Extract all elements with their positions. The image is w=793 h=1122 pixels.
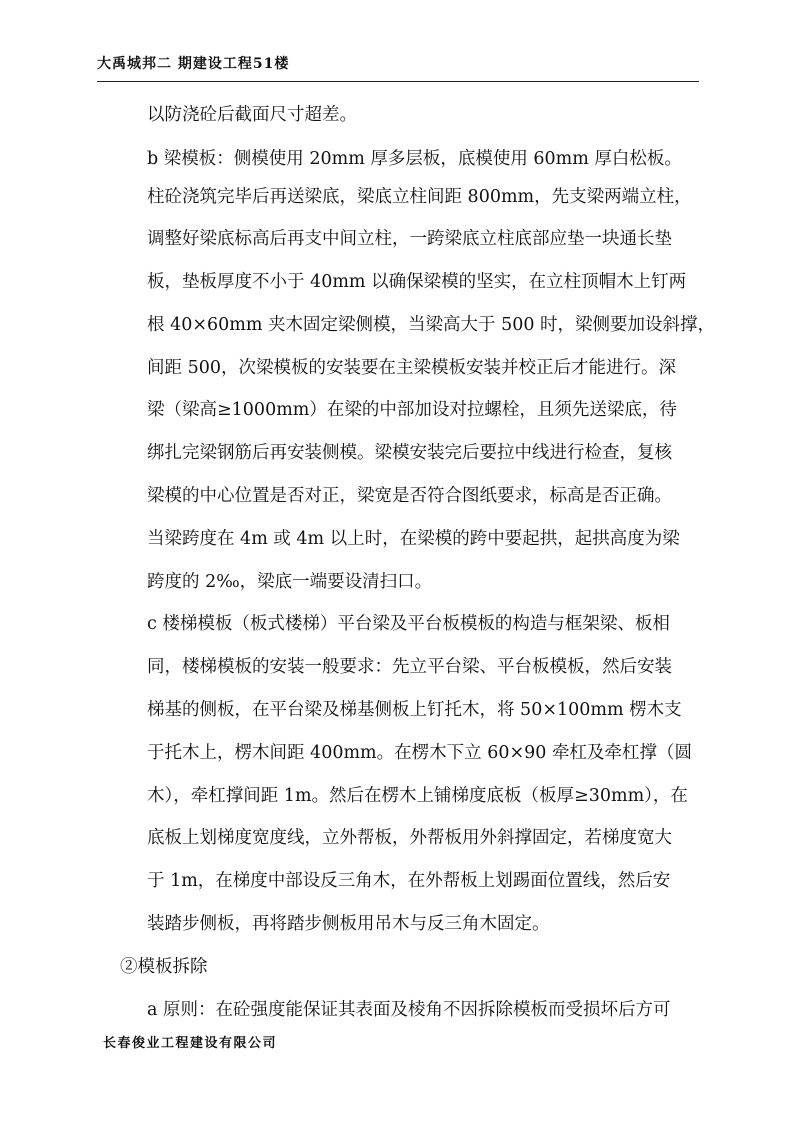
- footer-company: 长春俊业工程建设有限公司: [103, 1036, 278, 1051]
- body-line: 梁（梁高≥1000mm）在梁的中部加设对拉螺栓，且须先送梁底，待: [147, 400, 677, 420]
- body-line: 于 1m，在梯度中部设反三角木，在外帮板上划踢面位置线，然后安: [147, 871, 671, 891]
- body-line: 跨度的 2‰，梁底一端要设清扫口。: [147, 572, 433, 592]
- body-line: b 梁模板：侧模使用 20mm 厚多层板，底模使用 60mm 厚白松板。: [147, 149, 682, 169]
- body-line: 同，楼梯模板的安装一般要求：先立平台梁、平台板模板，然后安装: [147, 657, 672, 677]
- body-line: a 原则：在砼强度能保证其表面及棱角不因拆除模板而受损坏后方可: [147, 1000, 671, 1020]
- body-line: 于托木上，楞木间距 400mm。在楞木下立 60×90 牵杠及牵杠撑（圆: [147, 743, 692, 763]
- header-title: 大禹城邦二 期建设工程51楼: [97, 56, 290, 72]
- body-line: 木），牵杠撑间距 1m。然后在楞木上铺梯度底板（板厚≥30mm），在: [147, 786, 688, 806]
- body-line: c 楼梯模板（板式楼梯）平台梁及平台板模板的构造与框架梁、板相: [147, 614, 670, 634]
- body-line: 间距 500，次梁模板的安装要在主梁模板安装并校正后才能进行。深: [147, 358, 676, 378]
- body-line: 绑扎完梁钢筋后再安装侧模。梁模安装完后要拉中线进行检查，复核: [147, 443, 672, 463]
- body-line: 以防浇砼后截面尺寸超差。: [147, 105, 357, 125]
- body-line: 根 40×60mm 夹木固定梁侧模，当梁高大于 500 时，梁侧要加设斜撑，: [147, 315, 716, 335]
- body-line: 调整好梁底标高后再支中间立柱，一跨梁底立柱底部应垫一块通长垫: [147, 229, 672, 249]
- body-line: 柱砼浇筑完毕后再送梁底，梁底立柱间距 800mm，先支梁两端立柱，: [147, 187, 692, 207]
- body-line: 梯基的侧板，在平台梁及梯基侧板上钉托木，将 50×100mm 楞木支: [147, 700, 682, 720]
- body-line: 底板上划梯度宽度线，立外帮板，外帮板用外斜撑固定，若梯度宽大: [147, 828, 672, 848]
- section-subheading: ②模板拆除: [120, 957, 208, 977]
- page-header: [97, 55, 699, 82]
- body-line: 当梁跨度在 4m 或 4m 以上时，在梁模的跨中要起拱，起拱高度为梁: [147, 529, 680, 549]
- body-line: 梁模的中心位置是否对正，梁宽是否符合图纸要求，标高是否正确。: [147, 486, 672, 506]
- body-line: 装踏步侧板，再将踏步侧板用吊木与反三角木固定。: [147, 914, 550, 934]
- body-line: 板，垫板厚度不小于 40mm 以确保梁模的坚实，在立柱顶帽木上钉两: [147, 272, 687, 292]
